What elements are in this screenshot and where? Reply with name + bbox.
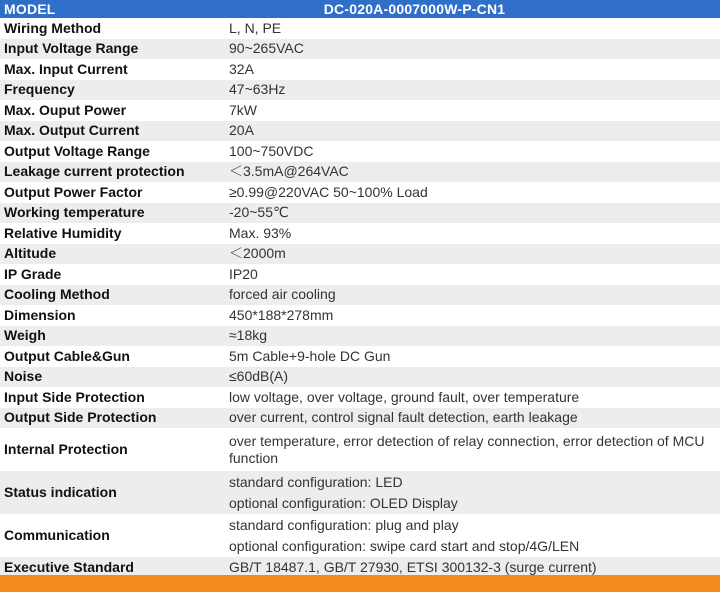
row-label: IP Grade (0, 264, 225, 285)
row-value: over current, control signal fault detection, earth leakage (225, 408, 720, 429)
table-row (0, 80, 720, 101)
table-row (0, 244, 720, 265)
row-value: over temperature, error detection of relay connection, error detection of MCU function (225, 428, 720, 471)
row-label: Output Side Protection (0, 408, 225, 429)
row-value: 100~750VDC (225, 141, 720, 162)
row-value: forced air cooling (225, 285, 720, 306)
row-value: ＜3.5mA@264VAC (225, 162, 720, 183)
row-value: IP20 (225, 264, 720, 285)
row-label: Input Side Protection (0, 387, 225, 408)
row-label: Input Voltage Range (0, 39, 225, 60)
row-label: Output Cable&Gun (0, 346, 225, 367)
row-value: -20~55℃ (225, 203, 720, 224)
communication-row (0, 514, 720, 557)
row-value: 7kW (225, 100, 720, 121)
table-row (0, 428, 720, 471)
row-label: Output Voltage Range (0, 141, 225, 162)
status-standard: standard configuration: LED (229, 474, 403, 490)
row-label: Max. Input Current (0, 59, 225, 80)
row-value: ≤60dB(A) (225, 367, 720, 388)
status-value (225, 471, 720, 514)
table-row (0, 346, 720, 367)
table-row (0, 367, 720, 388)
row-value: L, N, PE (225, 18, 720, 39)
table-row (0, 182, 720, 203)
table-row (0, 305, 720, 326)
status-label: Status indication (0, 471, 225, 514)
row-label: Output Power Factor (0, 182, 225, 203)
row-label: Max. Output Current (0, 121, 225, 142)
table-row (0, 121, 720, 142)
row-label: Relative Humidity (0, 223, 225, 244)
communication-standard: standard configuration: plug and play (229, 517, 459, 533)
row-label: Internal Protection (0, 428, 225, 471)
standard-value: GB/T 18487.1, GB/T 27930, ETSI 300132-3 (surge current) (225, 557, 720, 578)
table-row (0, 162, 720, 183)
table-row (0, 387, 720, 408)
table-row (0, 285, 720, 306)
row-value: ≥0.99@220VAC 50~100% Load (225, 182, 720, 203)
table-row (0, 18, 720, 39)
table-row (0, 326, 720, 347)
row-value: Max. 93% (225, 223, 720, 244)
table-row (0, 408, 720, 429)
table-row (0, 203, 720, 224)
row-label: Weigh (0, 326, 225, 347)
footer-bar (0, 575, 720, 592)
communication-optional: optional configuration: swipe card start and stop/4G/LEN (229, 537, 580, 554)
row-value: 450*188*278mm (225, 305, 720, 326)
status-optional: optional configuration: OLED Display (229, 494, 458, 511)
row-label: Altitude (0, 244, 225, 265)
standard-label: Executive Standard (0, 557, 225, 578)
row-value: low voltage, over voltage, ground fault, over temperature (225, 387, 720, 408)
row-value: 20A (225, 121, 720, 142)
communication-value (225, 514, 720, 557)
row-label: Working temperature (0, 203, 225, 224)
table-header (0, 0, 720, 18)
table-row (0, 100, 720, 121)
row-label: Leakage current protection (0, 162, 225, 183)
row-label: Frequency (0, 80, 225, 101)
table-row (0, 264, 720, 285)
row-value: ＜2000m (225, 244, 720, 265)
row-label: Noise (0, 367, 225, 388)
row-label: Cooling Method (0, 285, 225, 306)
communication-label: Communication (0, 514, 225, 557)
table-row (0, 141, 720, 162)
row-value: 90~265VAC (225, 39, 720, 60)
row-label: Dimension (0, 305, 225, 326)
header-model: DC-020A-0007000W-P-CN1 (225, 0, 720, 18)
row-value: 32A (225, 59, 720, 80)
row-label: Wiring Method (0, 18, 225, 39)
table-row (0, 39, 720, 60)
row-value: ≈18kg (225, 326, 720, 347)
row-value: 5m Cable+9-hole DC Gun (225, 346, 720, 367)
header-label: MODEL (0, 0, 225, 18)
table-row (0, 223, 720, 244)
table-row (0, 59, 720, 80)
row-label: Max. Ouput Power (0, 100, 225, 121)
row-value: 47~63Hz (225, 80, 720, 101)
status-row (0, 471, 720, 514)
